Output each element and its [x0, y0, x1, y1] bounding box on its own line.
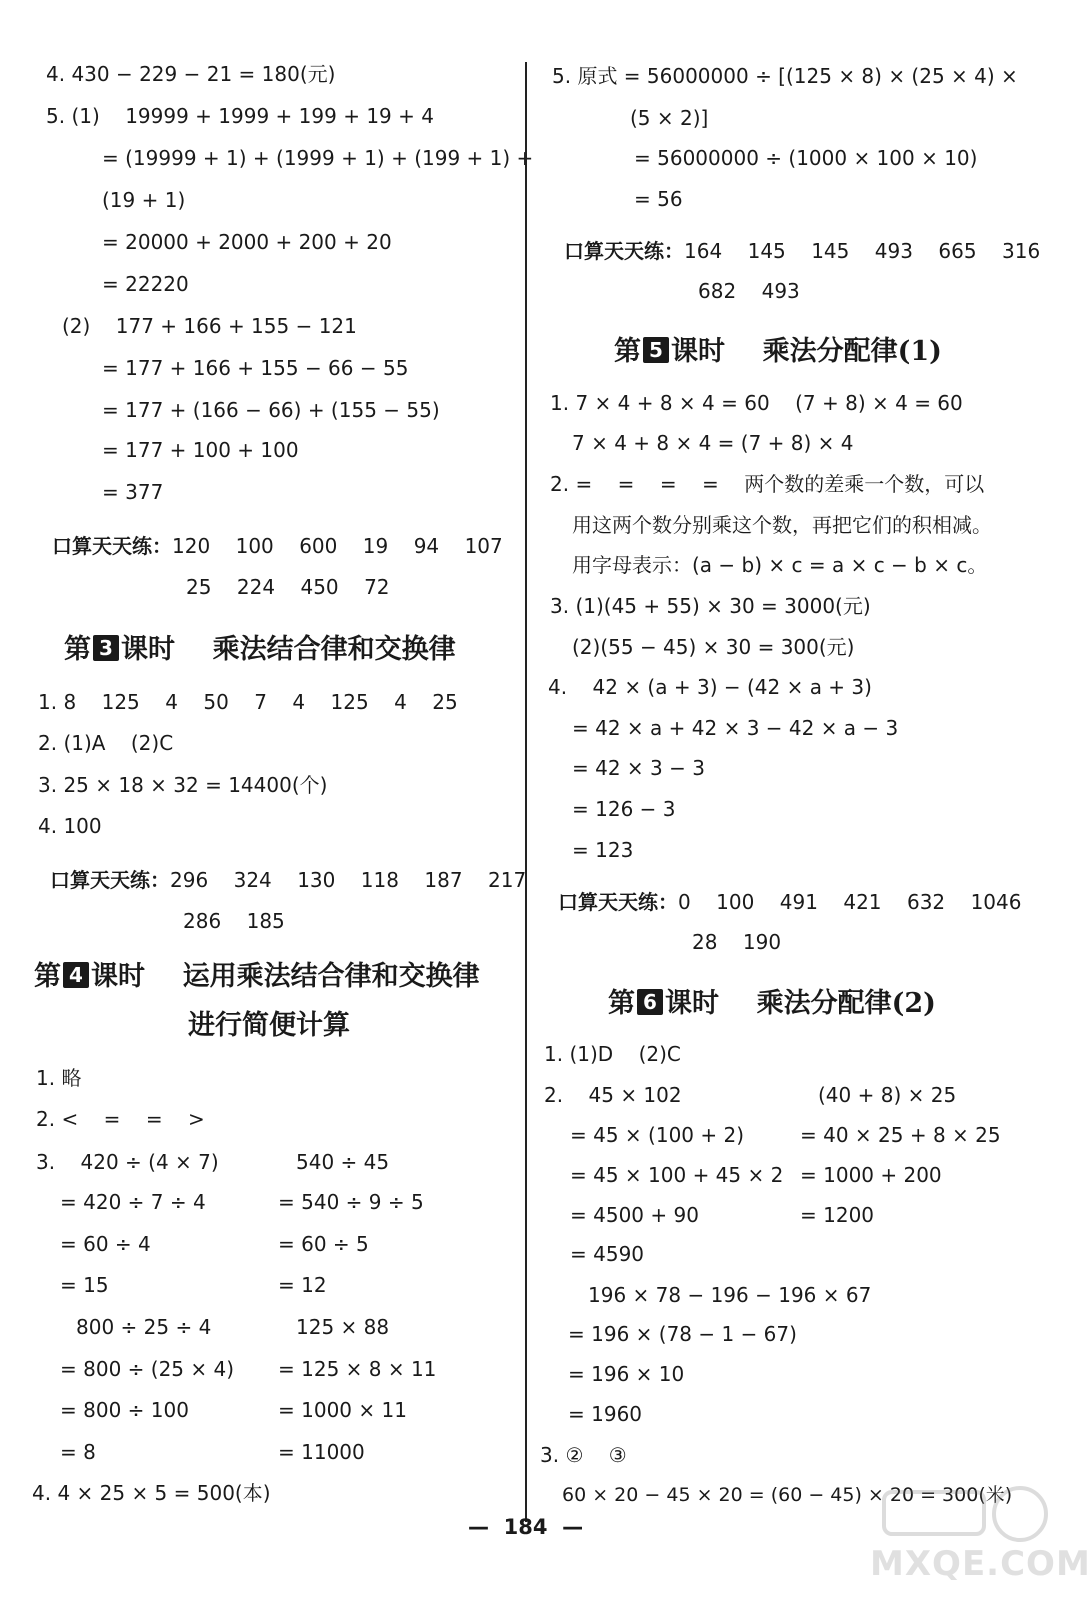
- answer-line: = 42 × a + 42 × 3 − 42 × a − 3: [572, 716, 899, 740]
- calc-step: 2. 45 × 102: [544, 1083, 682, 1107]
- answer-line: = 56: [634, 187, 683, 211]
- lesson-4-title-line2: 进行简便计算: [188, 1010, 350, 1041]
- lesson-3-title: 第 3 课时 乘法结合律和交换律: [64, 634, 456, 665]
- answer-line: = (19999 + 1) + (1999 + 1) + (199 + 1) +: [102, 146, 534, 170]
- oral-values: 164 145 145 493 665 316: [684, 239, 1041, 263]
- answer-line: (2) 177 + 166 + 155 − 121: [62, 314, 357, 338]
- answer-line: 4. 42 × (a + 3) − (42 × a + 3): [548, 675, 872, 699]
- calc-step: = 4590: [570, 1242, 645, 1266]
- answer-line: 3. (1)(45 + 55) × 30 = 3000(元): [550, 594, 871, 618]
- answer-line: = 56000000 ÷ (1000 × 100 × 10): [634, 146, 978, 170]
- page-number: — 184 —: [468, 1515, 584, 1539]
- answer-line: = 42 × 3 − 3: [572, 756, 705, 780]
- oral-values: 0 100 491 421 632 1046: [678, 890, 1022, 914]
- calc-step: = 1200: [800, 1203, 875, 1227]
- calc-step: 125 × 88: [296, 1315, 390, 1339]
- calc-step: = 800 ÷ 100: [60, 1398, 189, 1422]
- oral-values-row2: 25 224 450 72: [186, 575, 390, 599]
- calc-step: = 11000: [278, 1440, 365, 1464]
- answer-line: 60 × 20 − 45 × 20 = (60 − 45) × 20 = 300(米): [562, 1484, 1013, 1506]
- answer-line: = 123: [572, 838, 634, 862]
- oral-values: 120 100 600 19 94 107: [172, 534, 503, 558]
- lesson-4-title: 第 4 课时 运用乘法结合律和交换律: [34, 961, 480, 992]
- calc-step: 540 ÷ 45: [296, 1150, 390, 1174]
- oral-label: 口算天天练：: [50, 868, 170, 892]
- answer-line: 3. 25 × 18 × 32 = 14400(个): [38, 773, 328, 797]
- calc-step: = 45 × (100 + 2): [570, 1123, 745, 1147]
- answer-line: = 177 + 100 + 100: [102, 438, 299, 462]
- calc-step: = 60 ÷ 4: [60, 1232, 151, 1256]
- oral-label: 口算天天练：: [564, 239, 684, 263]
- calc-step: = 1000 × 11: [278, 1398, 407, 1422]
- lesson-number-badge: 4: [63, 962, 89, 988]
- oral-label: 口算天天练：: [52, 534, 172, 558]
- answer-line: 3. ② ③: [540, 1443, 627, 1467]
- answer-line: 1. 略: [36, 1066, 82, 1090]
- answer-line: 4. 430 − 229 − 21 = 180(元): [46, 62, 336, 86]
- answer-line: 用字母表示：(a − b) × c = a × c − b × c。: [572, 553, 988, 577]
- oral-label: 口算天天练：: [558, 890, 678, 914]
- calc-step: 196 × 78 − 196 − 196 × 67: [588, 1283, 872, 1307]
- calc-step: = 420 ÷ 7 ÷ 4: [60, 1190, 206, 1214]
- oral-values-row2: 286 185: [183, 909, 285, 933]
- answer-line: = 20000 + 2000 + 200 + 20: [102, 230, 392, 254]
- calc-step: = 196 × 10: [568, 1362, 685, 1386]
- column-divider: [525, 62, 527, 1522]
- answer-line: 1. 8 125 4 50 7 4 125 4 25: [38, 690, 458, 714]
- answer-line: (2)(55 − 45) × 30 = 300(元): [572, 635, 855, 659]
- calc-step: (40 + 8) × 25: [818, 1083, 957, 1107]
- answer-line: 用这两个数分别乘这个数，再把它们的积相减。: [572, 513, 992, 537]
- calc-step: = 125 × 8 × 11: [278, 1357, 437, 1381]
- oral-practice: [50, 868, 526, 892]
- calc-step: = 196 × (78 − 1 − 67): [568, 1322, 797, 1346]
- calc-step: = 1960: [568, 1402, 643, 1426]
- calc-step: = 540 ÷ 9 ÷ 5: [278, 1190, 424, 1214]
- answer-line: 7 × 4 + 8 × 4 = (7 + 8) × 4: [572, 431, 854, 455]
- calc-step: = 8: [60, 1440, 96, 1464]
- answer-line: = 22220: [102, 272, 189, 296]
- answer-line: = 177 + 166 + 155 − 66 − 55: [102, 356, 409, 380]
- answer-line: 4. 100: [38, 814, 102, 838]
- calc-step: = 45 × 100 + 45 × 2: [570, 1163, 784, 1187]
- watermark-logo: [870, 1478, 1091, 1588]
- answer-line: 4. 4 × 25 × 5 = 500(本): [32, 1481, 271, 1505]
- answer-line: (5 × 2)]: [630, 106, 709, 130]
- calc-step: = 1000 + 200: [800, 1163, 942, 1187]
- answer-line: 5. 原式 = 56000000 ÷ [(125 × 8) × (25 × 4) ×: [552, 64, 1018, 88]
- calc-step: = 40 × 25 + 8 × 25: [800, 1123, 1001, 1147]
- lesson-number-badge: 3: [93, 635, 119, 661]
- calc-step: = 60 ÷ 5: [278, 1232, 369, 1256]
- answer-line: 2. (1)A (2)C: [38, 731, 174, 755]
- answer-line: 1. 7 × 4 + 8 × 4 = 60 (7 + 8) × 4 = 60: [550, 391, 963, 415]
- calc-step: = 800 ÷ (25 × 4): [60, 1357, 235, 1381]
- watermark-text: MXQE.COM: [870, 1544, 1091, 1584]
- lesson-6-title: 第 6 课时 乘法分配律(2): [608, 988, 936, 1019]
- calc-step: 3. 420 ÷ (4 × 7): [36, 1150, 219, 1174]
- answer-line: = 177 + (166 − 66) + (155 − 55): [102, 398, 440, 422]
- calc-step: = 4500 + 90: [570, 1203, 699, 1227]
- answer-line: 5. (1) 19999 + 1999 + 199 + 19 + 4: [46, 104, 434, 128]
- lesson-number-badge: 5: [643, 337, 669, 363]
- calc-step: = 15: [60, 1273, 109, 1297]
- oral-values-row2: 682 493: [698, 279, 800, 303]
- answer-line: = 377: [102, 480, 164, 504]
- answer-line: = 126 − 3: [572, 797, 676, 821]
- watermark-icon: [870, 1478, 1050, 1548]
- calc-step: 800 ÷ 25 ÷ 4: [76, 1315, 212, 1339]
- calc-step: = 12: [278, 1273, 327, 1297]
- answer-line: 2. = = = = 两个数的差乘一个数，可以: [550, 472, 985, 496]
- oral-practice: [52, 534, 503, 558]
- oral-values: 296 324 130 118 187 217: [170, 868, 527, 892]
- oral-practice: [564, 239, 1040, 263]
- answer-line: 2. < = = >: [36, 1107, 205, 1131]
- lesson-5-title: 第 5 课时 乘法分配律(1): [614, 336, 942, 367]
- answer-line: (19 + 1): [102, 188, 186, 212]
- oral-values-row2: 28 190: [692, 930, 782, 954]
- lesson-number-badge: 6: [637, 989, 663, 1015]
- oral-practice: [558, 890, 1021, 914]
- answer-line: 1. (1)D (2)C: [544, 1042, 681, 1066]
